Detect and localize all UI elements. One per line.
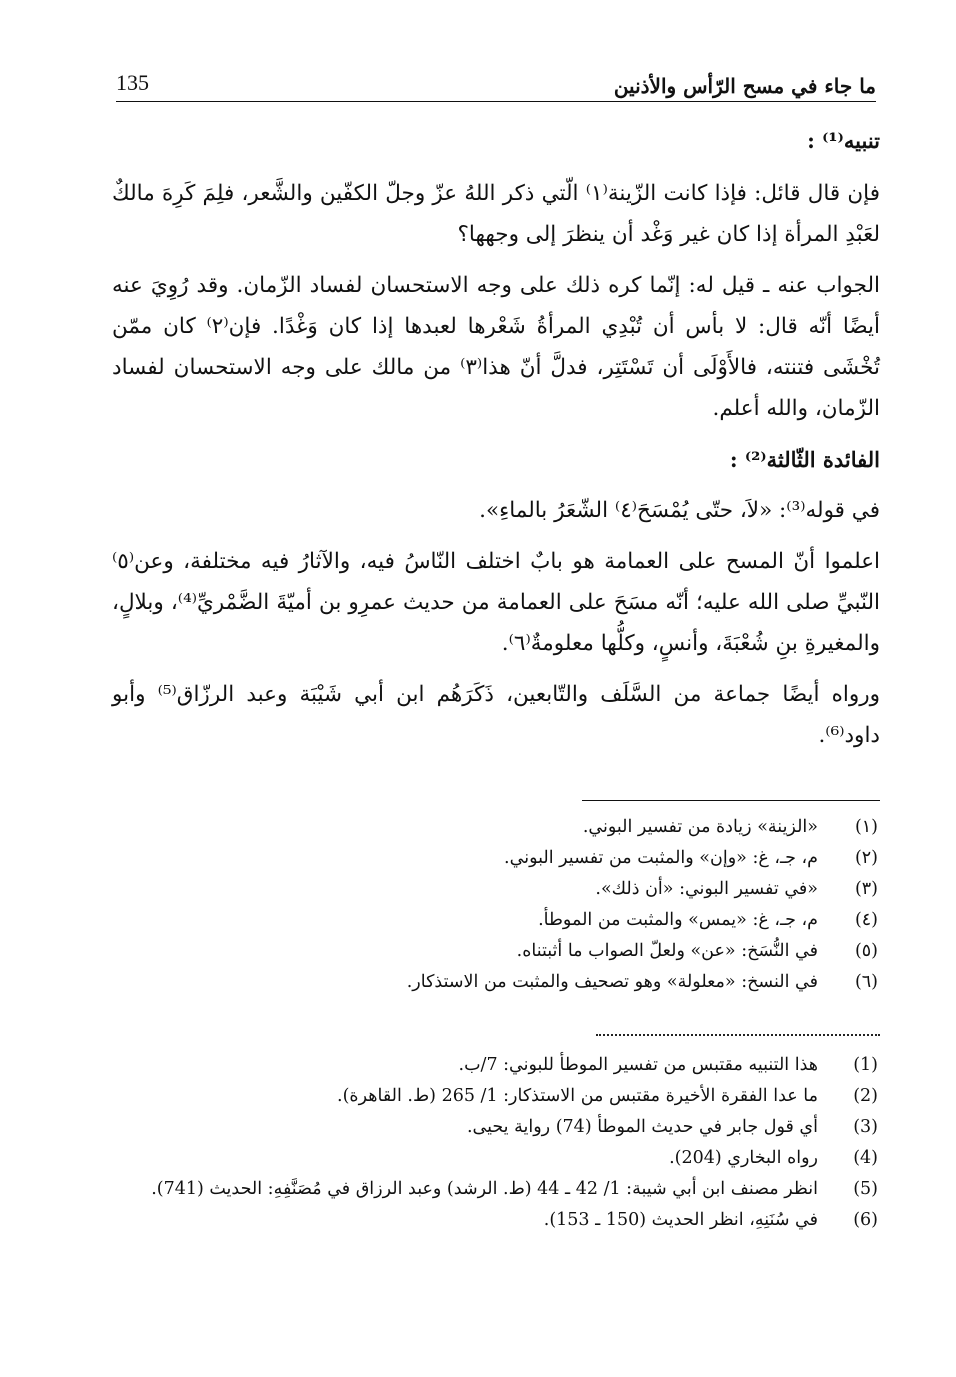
footnote-number: (٢): [854, 848, 878, 868]
footnote-number: (6): [853, 1210, 878, 1230]
footnote: [151, 1205, 878, 1236]
footnote-number: (3): [853, 1117, 878, 1137]
header-rule: [116, 101, 876, 102]
footnote-number: (2): [853, 1086, 878, 1106]
footnote: [407, 812, 878, 843]
footnote: [151, 1050, 878, 1081]
footnote-text: ما عدا الفقرة الأخيرة مقتبس من الاستذكار: 1/ 265 (ط. القاهرة).: [337, 1086, 818, 1106]
footnote-number: (٦): [854, 972, 878, 992]
paragraph-question: فإن قال قائل: فإذا كانت الزّينة⁽١⁾ الّتي ذكر اللهُ عزّ وجلّ الكفّين والشَّعر، فلِمَ كَرِهَ مالكٌ لعَبْدِ المرأة إذا كان غير وَغْد أن ينظرَ إلى وجهها؟: [112, 181, 880, 247]
footnote-number: (٤): [854, 910, 878, 930]
tanbih-heading: تنبيه⁽¹⁾ :: [807, 128, 880, 153]
variant-footnotes: [407, 812, 878, 998]
footnote-text: في النُّسَخ: «عن» ولعلّ الصواب ما أثبتناه.: [516, 941, 818, 961]
footnote-text: في النسخ: «معلولة» وهو تصحيف والمثبت من الاستذكار.: [406, 972, 818, 992]
paragraph-turban: اعلموا أنّ المسح على العمامة هو بابٌ اختلف النّاسُ فيه، والآثارُ فيه مختلفة، وعن⁽٥⁾ النّبيِّ صلى الله عليه؛ أنّه مسَحَ على العمامة من حديث عمرِو بن أميّةَ الضَّمْريِّ⁽⁴⁾، وبلالٍ، والمغيرةِ بنِ شُعْبَةَ، وأنسٍ، وكلُّها معلومةٌ⁽٦⁾.: [112, 549, 880, 656]
footnote-text: انظر مصنف ابن أبي شيبة: 1/ 42 ـ 44 (ط. الرشد) وعبد الرزاق في مُصَنَّفِهِ: الحديث (741).: [151, 1179, 818, 1199]
footnote-number: (4): [853, 1148, 878, 1168]
footnote-text: «في تفسير البوني: «أن ذلك».: [595, 879, 818, 899]
footnote-text: رواه البخاري (204).: [669, 1148, 818, 1168]
paragraph-quote: في قوله⁽³⁾: «لاَ، حتّى يُمْسَحَ⁽٤⁾ الشّعَرُ بالماءِ».: [479, 498, 880, 523]
footnote-text: م، جـ، غ: «وإن» والمثبت من تفسير البوني.: [504, 848, 818, 868]
page-header: [116, 62, 876, 102]
footnote-number: (٣): [854, 879, 878, 899]
footnote: [407, 967, 878, 998]
page-number: 135: [116, 70, 149, 95]
footnote-separator: [582, 800, 880, 801]
footnote: [151, 1112, 878, 1143]
footnote-text: في سُنَنِهِ، انظر الحديث (150 ـ 153).: [543, 1210, 818, 1230]
footnote: [407, 843, 878, 874]
faida-heading: الفائدة الثّالثة⁽²⁾ :: [729, 447, 880, 472]
footnote-text: هذا التنبيه مقتبس من تفسير الموطأ للبوني: 7/ب.: [458, 1055, 818, 1075]
footnote-text: م، جـ، غ: «يمس» والمثبت من الموطأ.: [538, 910, 818, 930]
footnote: [407, 874, 878, 905]
source-footnotes: [151, 1050, 878, 1236]
footnote-number: (5): [853, 1179, 878, 1199]
main-text: [112, 120, 880, 756]
footnote-text: أي قول جابر في حديث الموطأ (74) رواية يحيى.: [466, 1117, 818, 1137]
paragraph-narrators: ورواه أيضًا جماعة من السَّلَف والتّابعين، ذَكَرَهُم ابن أبي شَيْبَة وعبد الرزّاق⁽⁵⁾ وأبو داود⁽⁶⁾.: [112, 682, 881, 748]
running-title: ما جاء في مسح الرّأس والأذنين: [613, 74, 876, 98]
paragraph-answer: الجواب عنه ـ قيل له: إنّما كره ذلك على وجه الاستحسان لفساد الزّمان. وقد رُوِيَ عنه أيضًا أنّه قال: لا بأس أن تُبْدِي المرأةُ شَعْرها لعبدها إذا كان وَغْدًا. فإن⁽٢⁾ كان ممّن تُخْشَى فتنته، فالأَوْلَى أن تَسْتَتِر، فدلَّ أنّ هذا⁽٣⁾ من مالك على وجه الاستحسان لفساد الزّمان، والله أعلم.: [112, 273, 880, 421]
footnote-number: (1): [853, 1055, 878, 1075]
footnote: [151, 1081, 878, 1112]
footnote: [407, 905, 878, 936]
footnote-text: «الزينة» زيادة من تفسير البوني.: [582, 817, 818, 837]
footnote: [151, 1143, 878, 1174]
footnote-dotted-separator: [596, 1034, 880, 1036]
footnote-number: (٥): [854, 941, 878, 961]
footnote-number: (١): [854, 817, 878, 837]
footnote: [151, 1174, 878, 1205]
footnote: [407, 936, 878, 967]
